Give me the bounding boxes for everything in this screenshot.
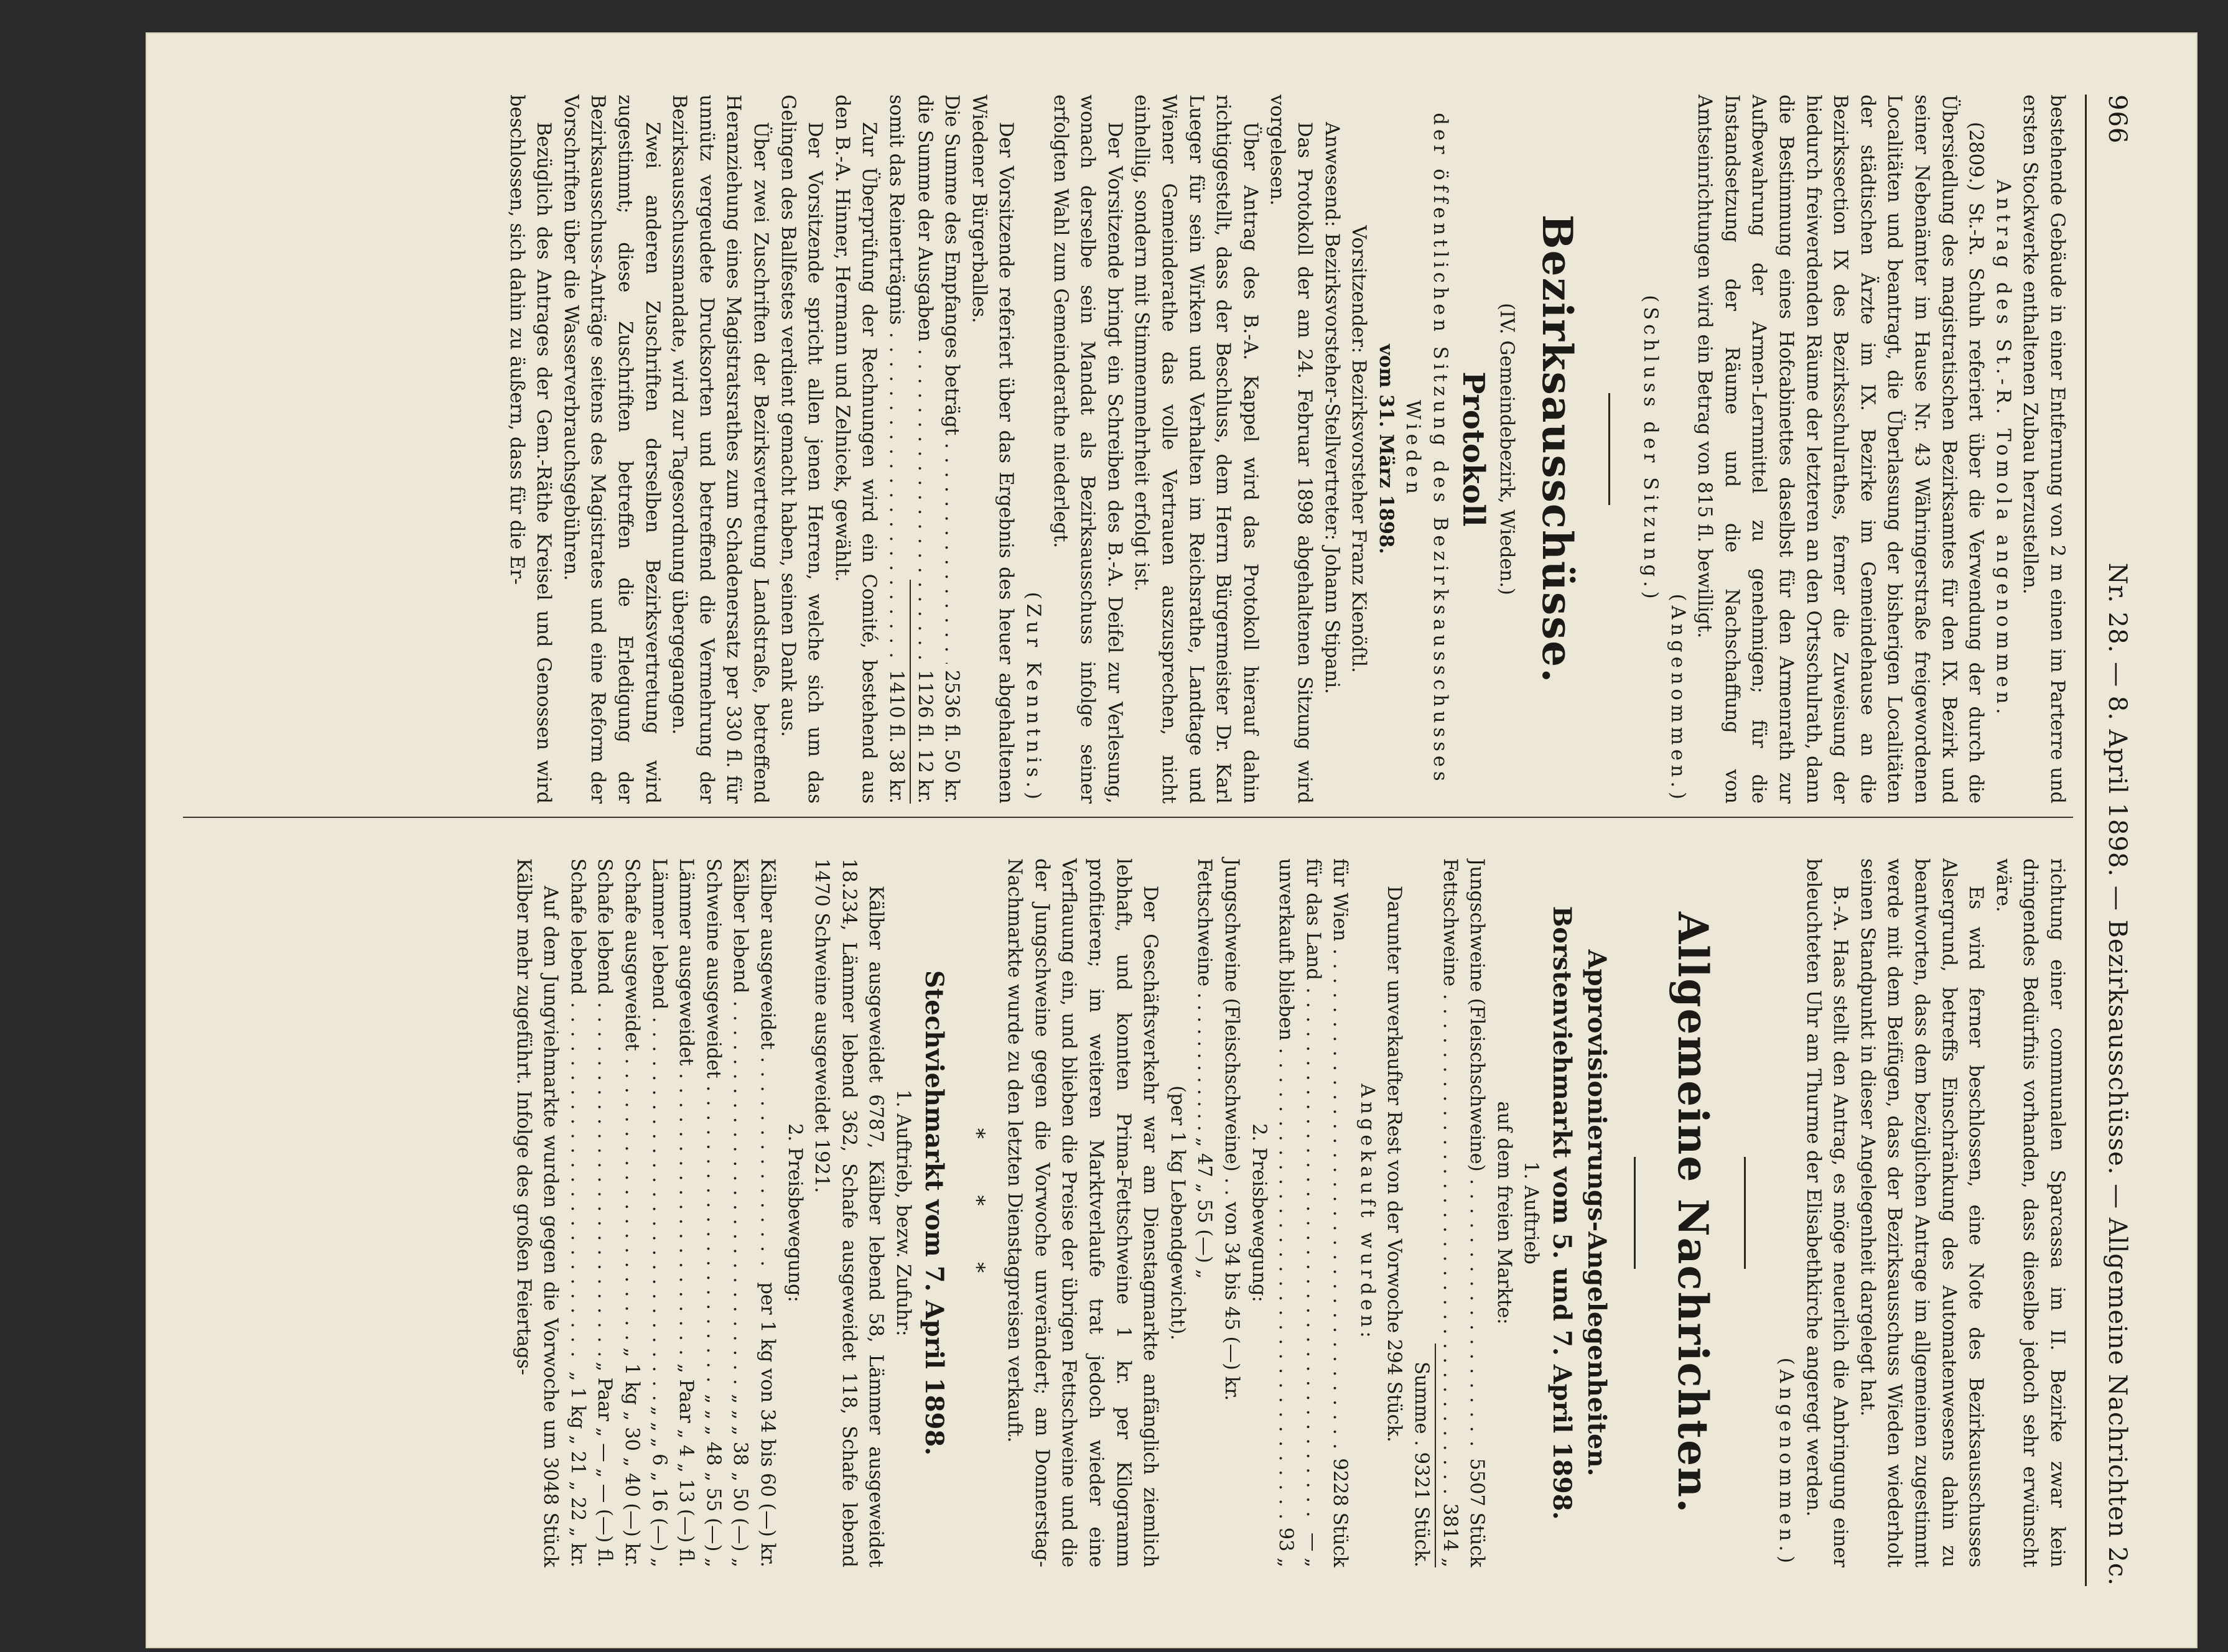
finance-row (911, 95, 938, 804)
paragraph: Das Protokoll der am 24. Februar 1898 abgehaltenen Sitzung wird vorgelesen. (1266, 95, 1315, 804)
protocol-title: Protokoll (1455, 371, 1491, 527)
paragraph: Der Vorsitzende referiert über das Ergebnis des heuer abgehaltenen Wiedener Bürgerballes. (967, 95, 1017, 804)
heading: auf dem freien Markte: (1493, 1101, 1515, 1325)
paragraph: der öffentlichen Sitzung des Bezirksausschusses Wieden (1402, 113, 1451, 786)
present-line: Anwesend: Bezirksvorsteher-Stellvertreter: Johann Stipani. (1320, 122, 1343, 694)
heading: 2. Preisbewegung: (783, 1123, 806, 1302)
paragraph: Auf dem Jungviehmarkte wurden gegen die Vorwoche um 3048 Stück Kälber mehr zugeführt. Infolge des großen Feiertags- (512, 858, 562, 1567)
issue-line: Nr. 28. — 8. April 1898. — Bezirksausschüsse. — Allgemeine Nachrichten 2c. (2103, 562, 2132, 1586)
section-title: Allgemeine Nachrichten. (1669, 911, 1718, 1515)
subsection-title: Stechviehmarkt vom 7. April 1898. (920, 970, 949, 1456)
price-value: „ „ „ 48 „ 55 (—) „ (702, 1394, 724, 1567)
price-label: Lämmer lebend . . . (645, 858, 673, 1400)
price-row (618, 858, 645, 1567)
price-row (645, 858, 673, 1567)
paragraph: Bezüglich des Antrages der Gem.-Räthe Kreisel und Genossen wird beschlossen, sich dahin zu äußern, dass für die Er- (505, 95, 555, 804)
paragraph: B.-A. Haas stellt den Antrag, es möge neuerlich die Anbringung einer beleuchteten Uhr am Thurme der Elisabethkirche angeregt werden. (1802, 858, 1852, 1567)
paragraph: (2809.) St.-R. Schuh referiert über die Verwendung der durch die Übersiedlung des magistratischen Bezirksamtes für den IX. Bezirk und seiner Nebenämter im Hause Nr. 43 Währingerstraße freigewordenen Localitäten und beantragt, die Überlassung der bisherigen Localitäten der städtischen Ärzte im IX. Bezirke im Gemeindehause an die Bezirkssection IX des Bezirksschulrathes, ferner die Zuweisung der hiedurch freiwerdenden Räume der letzteren an den Ortsschulrath, dann die Bestimmung eines Hofcabinettes daselbst für den Armenrath zur Aufbewahrung der Armen-Lernmittel zu genehmigen; für die Instandsetzung der Räume und die Nachschaffung von Amtseinrichtungen wird ein Betrag von 815 fl. bewilligt. (1694, 95, 1987, 804)
paragraph-end: (Zur Kenntnis.) (1022, 592, 1044, 804)
finance-label: die Summe der Ausgaben . . . (911, 95, 938, 664)
market-label: für das Land . . . (1299, 858, 1326, 1526)
market-row (1436, 858, 1463, 1567)
chair-line: Vorsitzender: Bezirksvorsteher Franz Kienöſtl. (1348, 225, 1370, 673)
paragraph: bestehende Gebäude in einer Entfernung von 2 m einen im Parterre und ersten Stockwerke enthaltenen Zubau herzustellen. (2019, 95, 2068, 804)
finance-label: Die Summe des Empfanges beträgt . . . (938, 95, 966, 664)
heading: 1. Auftrieb (1520, 1161, 1542, 1265)
finance-row (938, 95, 966, 804)
paragraph: Der Vorsitzende bringt ein Schreiben des B.-A. Deifel zur Verlesung, wonach derselbe sein Mandat als Bezirksausschuss infolge seiner erfolgten Wahl zum Gemeinderathe niederlegt. (1049, 95, 1126, 804)
heading: Angekauft wurden: (1356, 1084, 1378, 1342)
price-label: Kälber lebend . . . (727, 858, 754, 1388)
section-title: Bezirksausschüsse. (1533, 214, 1582, 684)
price-label: Schafe ausgeweidet . . . (618, 858, 645, 1341)
market-row (1326, 858, 1354, 1567)
market-row (1463, 858, 1491, 1567)
paragraph: Über zwei Zuschriften der Bezirksvertretung Landstraße, betreffend Heranziehung eines Magistratsrathes zum Schadenersatz per 330 fl. für unnütz vergeudete Drucksorten und betreffend die Vermehrung der Bezirksausschussmandate, wird zur Tagesordnung übergegangen. (668, 95, 772, 804)
price-value: „ Paar „ — „ — (—) fl. (594, 1362, 616, 1567)
column-divider (183, 817, 2073, 818)
left-column (170, 95, 2071, 804)
paragraph: Der Vorsitzende spricht allen jenen Herren, welche sich um das Gelingen des Ballfestes verdient gemacht haben, seinen Dank aus. (776, 95, 826, 804)
section-stars: * * * (964, 1128, 989, 1298)
paragraph: Antrag des St.-R. Tomola angenommen. (1992, 179, 2014, 719)
section-rule (1744, 1157, 1746, 1269)
district-line: (IV. Gemeindebezirk, Wieden.) (1496, 303, 1518, 595)
paragraph: Zur Überprüfung der Rechnungen wird ein Comité, bestehend aus den B.-A. Hinner, Hermann und Zelnicek, gewählt. (831, 95, 880, 804)
price-row (591, 858, 618, 1567)
market-label: Jungschweine (Fleischschweine) . . . (1463, 858, 1491, 1452)
price-label: Schafe lebend . . . (591, 858, 618, 1355)
right-column (170, 858, 2071, 1567)
finance-value: 1126 fl. 12 kr. (913, 670, 936, 804)
market-row (1272, 858, 1300, 1567)
paragraph: Der Geschäftsverkehr war am Dienstagmarkte anfänglich ziemlich lebhaft, und konnten Prima-Fettschweine 1 kr. per Kilogramm profitieren; im weiteren Marktverlaufe trat jedoch wieder eine Verflauung ein, und blieben die Preise der übrigen Fettschweine und die der Jungschweine gegen die Vorwoche unverändert; am Donnerstag-Nachmarkte wurde zu den letzten Dienstagpreisen verkauft. (1004, 858, 1162, 1567)
paragraph: Über Antrag des B.-A. Kappel wird das Protokoll hierauf dahin richtiggestellt, dass der Beschluss, dem Herrn Bürgermeister Dr. Karl Lueger für sein Wirken und Verhalten im Reichsrathe, Landtage und Wiener Gemeinderathe das volle Vertrauen auszusprechen, nicht einhellig, sondern mit Stimmenmehrheit erfolgt ist. (1130, 95, 1261, 804)
paragraph-end: (Angenommen.) (1666, 593, 1689, 804)
market-value: 3814 „ (1438, 1503, 1461, 1567)
market-label: für Wien . . . (1326, 858, 1354, 1452)
paragraph: Kälber ausgeweidet 6787, Kälber lebend 58, Lämmer ausgeweidet 18.234, Lämmer lebend 362, Schafe ausgeweidet 118, Schafe lebend 1470 Schweine ausgeweidet 1921. (811, 858, 887, 1567)
market-value: 5507 Stück (1466, 1458, 1488, 1567)
paragraph-end: (Angenommen.) (1775, 1357, 1797, 1567)
price-row (753, 858, 781, 1567)
paragraph: Darunter unverkaufter Rest von der Vorwoche 294 Stück. (1383, 886, 1405, 1442)
market-row (1299, 858, 1326, 1567)
finance-value: 1410 fl. 38 kr. (885, 670, 908, 804)
price-line: Jungschweine (Fleischschweine) . . von 34 bis 45 (—) kr. (1220, 858, 1242, 1401)
price-row (673, 858, 700, 1567)
price-value: „ 1 kg „ 21 „ 22 „ kr. (566, 1371, 589, 1567)
finance-label: somit das Reinerträgnis . . . (882, 95, 910, 664)
heading: 1. Auftrieb, bezw. Zufuhr: (892, 1089, 914, 1337)
market-value: 93 „ (1275, 1527, 1297, 1567)
price-line: Fettschweine . . . . . . . . . . . . „ 47 „ 55 (—) „ (1193, 858, 1216, 1279)
market-label: unverkauft blieben . . . (1272, 858, 1300, 1521)
price-value: „ „ „ 6 „ 16 (—) „ (648, 1406, 670, 1567)
price-value: „ „ „ 38 „ 50 (—) „ (729, 1394, 752, 1567)
finance-value: 2536 fl. 50 kr. (941, 670, 963, 804)
price-value: per 1 kg von 34 bis 60 (—) kr. (757, 1282, 779, 1567)
paragraph: (Schluss der Sitzung.) (1639, 295, 1662, 603)
market-label: Fettschweine . . . (1436, 858, 1463, 1497)
price-row (564, 858, 591, 1567)
price-note: (per 1 kg Lebendgewicht). (1166, 1085, 1188, 1340)
price-label: Lämmer ausgeweidet . . . (673, 858, 700, 1357)
subsection-title: Borstenviehmarkt vom 5. und 7. April 1898. (1547, 906, 1577, 1520)
page-header (2094, 95, 2140, 1586)
price-label: Schweine ausgeweidet . . . (699, 858, 727, 1388)
price-row (727, 858, 754, 1567)
price-value: „ Paar „ 4 „ 13 (—) fl. (675, 1363, 697, 1567)
price-value: „ 1 kg „ 30 „ 40 (—) kr. (621, 1347, 643, 1567)
newspaper-page (146, 32, 2198, 1648)
subsection-title: Approvisionierungs-Angelegenheiten. (1582, 949, 1612, 1477)
heading: 2. Preisbewegung: (1247, 1123, 1270, 1302)
paragraph: richtung einer communalen Sparcassa im II. Bezirke zwar kein dringendes Bedürfnis vorhanden, dass dieselbe jedoch sehr erwünscht wäre. (1992, 858, 2068, 1567)
market-sum: Summe . 9321 Stück. (1410, 1362, 1433, 1567)
header-rule (2085, 95, 2087, 1586)
price-row (699, 858, 727, 1567)
page-number: 966 (2103, 95, 2132, 144)
session-date: vom 31. März 1898. (1374, 344, 1397, 554)
paragraph: Es wird ferner beschlossen, eine Note des Bezirksausschusses Alsergrund, betreffs Einschränkung des Automatenwesens dahin zu beantworten, dass dem bezüglichen Antrage im allgemeinen zugestimmt werde mit dem Beifügen, dass der Bezirksausschuss Wieden wiederholt seinen Standpunkt in dieser Angelegenheit dargelegt hat. (1856, 858, 1987, 1567)
section-rule (1634, 1157, 1636, 1269)
finance-row (882, 95, 910, 804)
price-label: Kälber ausgeweidet . . . (753, 858, 781, 1276)
section-rule (1609, 393, 1611, 505)
paragraph: Zwei anderen Zuschriften derselben Bezirksvertretung wird zugestimmt; diese Zuschriften betreffen die Erledigung der Bezirksausschuss-Anträge seitens des Magistrates und eine Reform der Vorschriften über die Wasserverbrauchsgebühren. (559, 95, 663, 804)
price-label: Schafe lebend . . . (564, 858, 591, 1365)
market-value: — „ (1302, 1533, 1324, 1567)
market-value: 9228 Stück (1329, 1458, 1351, 1567)
